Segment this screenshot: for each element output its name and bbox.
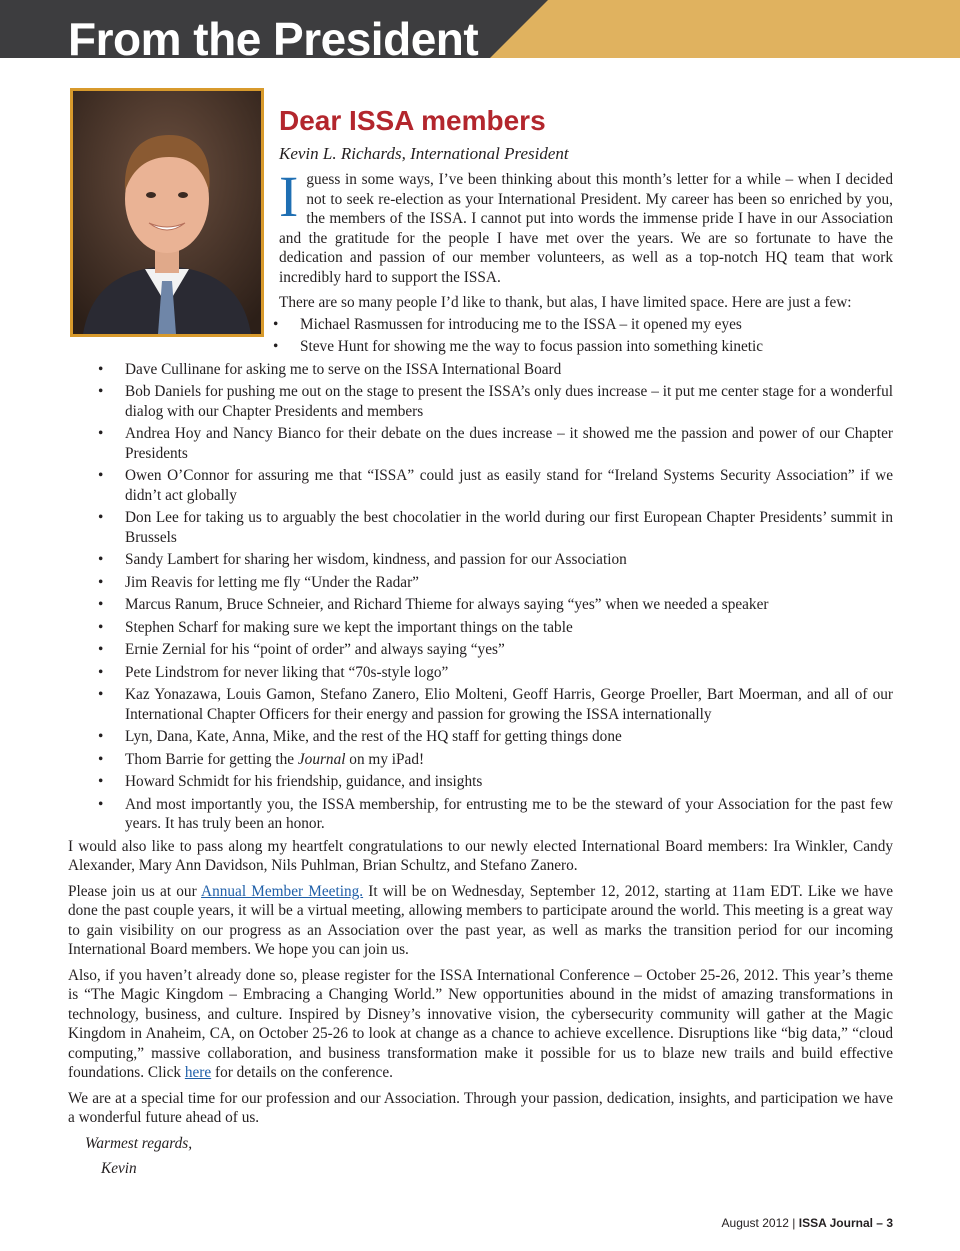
conference-text: for details on the conference. [211, 1064, 393, 1081]
list-item: • Andrea Hoy and Nancy Bianco for their debate on the dues increase – it showed me the passion and power of our Chapter Presidents [68, 424, 893, 463]
list-item: • Don Lee for taking us to arguably the best chocolatier in the world during our first European Chapter Presidents’ summit in Brussels [68, 508, 893, 547]
section-title: From the President [68, 13, 479, 65]
letter-title: Dear ISSA members [279, 105, 546, 136]
journal-title: Journal [297, 750, 346, 768]
list-item: • Dave Cullinane for asking me to serve on the ISSA International Board [68, 360, 893, 380]
thanks-list [68, 315, 893, 834]
page-header [0, 0, 960, 65]
list-item: • Jim Reavis for letting me fly “Under the Radar” [68, 573, 893, 593]
footer-separator: | [792, 1216, 796, 1230]
list-item: • Ernie Zernial for his “point of order” and always saying “yes” [68, 640, 893, 660]
intro-paragraph [279, 164, 893, 287]
closing-salutation: Warmest regards, [85, 1134, 193, 1152]
drop-cap: I [279, 164, 299, 229]
list-item: • Michael Rasmussen for introducing me to the ISSA – it opened my eyes [243, 315, 893, 335]
page-footer [722, 1216, 893, 1230]
list-item-text: Thom Barrie for getting the [125, 750, 298, 768]
meeting-paragraph [68, 882, 893, 960]
footer-date: August 2012 [721, 1216, 789, 1230]
list-item: • Howard Schmidt for his friendship, guidance, and insights [68, 772, 893, 792]
letter-body [68, 164, 893, 1179]
list-item: • Sandy Lambert for sharing her wisdom, kindness, and passion for our Association [68, 550, 893, 570]
list-item: • Stephen Scharf for making sure we kept the important things on the table [68, 618, 893, 638]
conference-details-link[interactable]: here [184, 1064, 212, 1081]
meeting-text: It will be on Wednesday, September 12, 2012, starting at 11am EDT. Like we have done the past couple years, it will be a virtual meeting, allowing members to participate around the world. This meeting is a great way to gain visibility on our progress as an Association over the past year, as well as marks the transition period for our incoming International Board members. We hope you can join us. [68, 882, 893, 958]
list-item: • And most importantly you, the ISSA membership, for entrusting me to be the steward of your Association for the past few years. It has truly been an honor. [68, 795, 893, 834]
list-item: • Steve Hunt for showing me the way to focus passion into something kinetic [243, 337, 893, 357]
list-item [68, 750, 893, 770]
thanks-intro: There are so many people I’d like to thank, but alas, I have limited space. Here are just a few: [279, 294, 852, 311]
closing-paragraph: We are at a special time for our profession and our Association. Through your passion, dedication, insights, and participation we have a wonderful future ahead of us. [68, 1089, 893, 1126]
signature: Kevin [101, 1160, 137, 1177]
conference-paragraph [68, 966, 893, 1083]
intro-text: guess in some ways, I’ve been thinking about this month’s letter for a while – when I decided not to seek re-election as your International President. My career has been so enriched by you, the members of the ISSA. I cannot put into words the immense pride I have in our Association and the gratitude for the people I have met over the years. We are so fortunate to have the dedication and passion of our member volunteers, as well as a top-notch HQ team that work incredibly hard to support the ISSA. [279, 171, 893, 286]
footer-journal: ISSA Journal – 3 [798, 1216, 893, 1230]
list-item: • Owen O’Connor for assuring me that “ISSA” could just as easily stand for “Ireland Systems Security Association” if we didn’t act globally [68, 466, 893, 505]
annual-member-meeting-link[interactable]: Annual Member Meeting. [201, 882, 364, 900]
congrats-paragraph: I would also like to pass along my heartfelt congratulations to our newly elected International Board members: Ira Winkler, Candy Alexander, Mary Ann Davidson, Nils Puhlman, Brian Schultz, and Stefano Zanero. [68, 837, 893, 874]
list-item: • Marcus Ranum, Bruce Schneier, and Richard Thieme for always saying “yes” when we needed a speaker [68, 595, 893, 615]
letter-byline: Kevin L. Richards, International President [279, 144, 569, 163]
list-item: • Bob Daniels for pushing me out on the stage to present the ISSA’s only dues increase – it put me center stage for a wonderful dialog with our Chapter Presidents and members [68, 382, 893, 421]
list-item: • Pete Lindstrom for never liking that “70s-style logo” [68, 663, 893, 683]
conference-text: Also, if you haven’t already done so, please register for the ISSA International Conference – October 25-26, 2012. This year’s theme is “The Magic Kingdom – Embracing a Changing World.” New opportunities abound in the midst of amazing transformations in technology, business, and culture. Inspired by Disney’s innovative vision, the cybersecurity community will gather at the Magic Kingdom in Anaheim, CA, on October 25-26 to look at change as a chance to achieve excellence. Disruptions like “big data,” “cloud computing,” massive collaboration, and business transformation make it possible for us to blaze new trails and build effective foundations. Click [68, 966, 893, 1081]
meeting-text: Please join us at our [68, 882, 202, 900]
list-item-text: on my iPad! [345, 750, 425, 768]
list-item: • Kaz Yonazawa, Louis Gamon, Stefano Zanero, Elio Molteni, Geoff Harris, George Proeller, Bart Moerman, and all of our International Chapter Officers for their energy and passion for growing the ISSA internationally [68, 685, 893, 724]
list-item: • Lyn, Dana, Kate, Anna, Mike, and the rest of the HQ staff for getting things done [68, 727, 893, 747]
